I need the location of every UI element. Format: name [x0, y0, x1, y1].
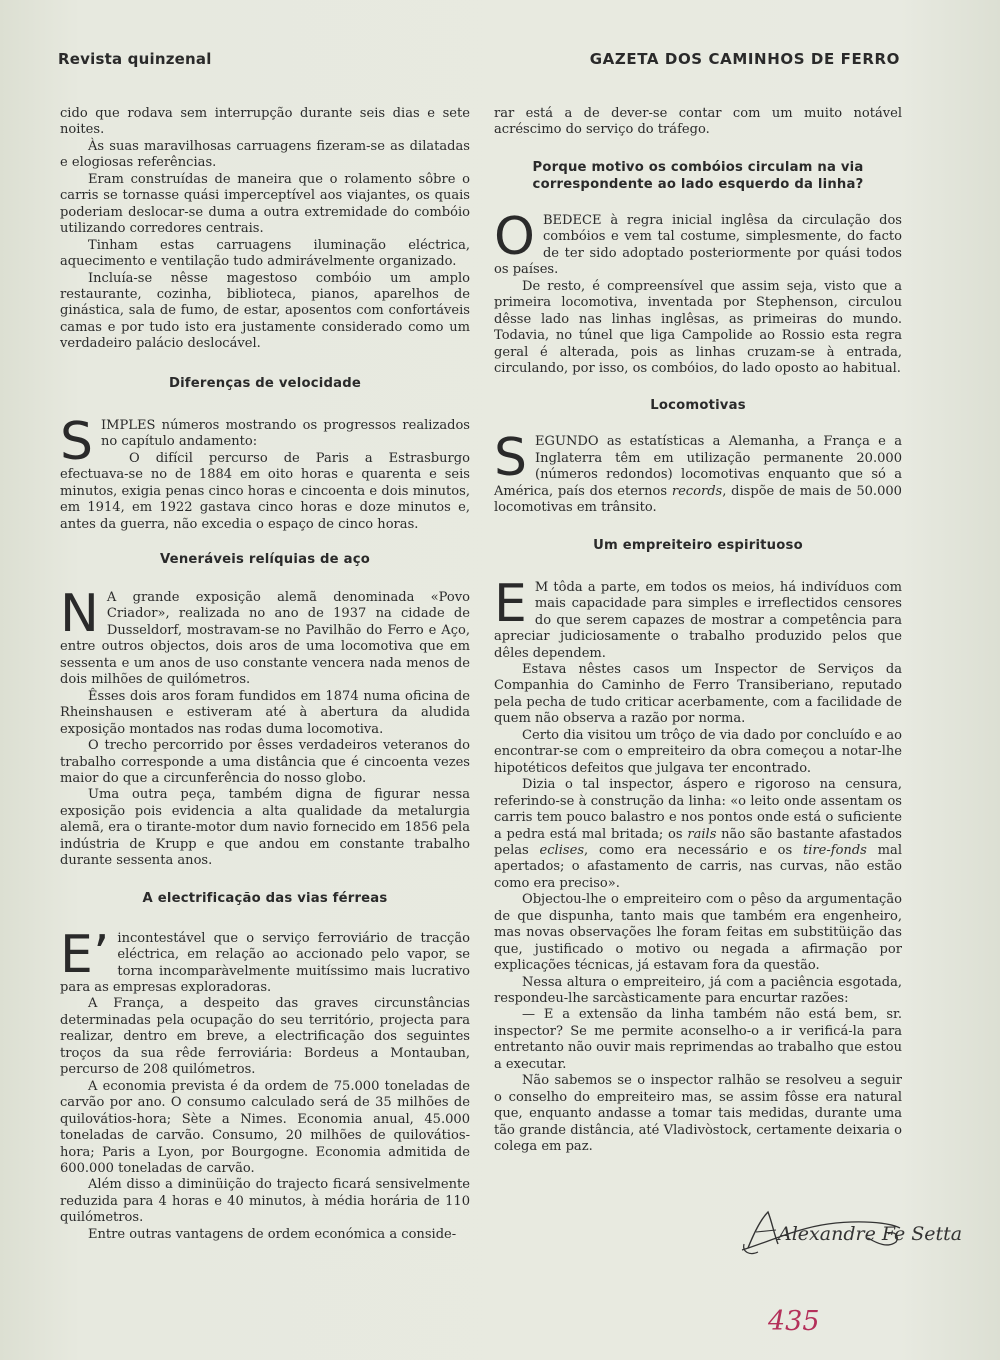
paragraph: BEDECE à regra inicial inglêsa da circulação dos combóios e vem tal costume, simplesmente, do facto de ter sido adoptado posteriormente por quási todos os países. [494, 212, 902, 278]
paragraph: Estava nêstes casos um Inspector de Serviços da Companhia do Caminho de Ferro Transiberiano, reputado pela pecha de tudo criticar acerbamente, com a facilidade de quem não observa a razão por norma. [494, 661, 902, 727]
section-heading-empreiteiro: Um empreiteiro espirituoso [593, 537, 803, 553]
drop-cap: S [494, 428, 528, 489]
paragraph: Objectou-lhe o empreiteiro com o pêso da argumentação de que dispunha, tanto mais que também era engenheiro, mas novas observações lhe foram feitas em substitüição das que, justificado o motivo ou negada a afirmação por explicações técnicas, já estavam fora da questão. [494, 892, 902, 974]
drop-cap: E’ [60, 924, 110, 985]
paragraph: Tinham estas carruagens iluminação eléctrica, aquecimento e ventilação tudo admirávelmente organizado. [60, 237, 470, 270]
paragraph: O trecho percorrido por êsses verdadeiros veteranos do trabalho corresponde a uma distância que é cincoenta vezes maior do que a circunferência do nosso globo. [60, 738, 470, 786]
italic-term: records [671, 483, 723, 499]
paragraph: M tôda a parte, em todos os meios, há indivíduos com mais capacidade para simples e irreflectidos censores do que serem capazes de mostrar a competência para apreciar judiciosamente o trabalho produzido pelos que dêles dependem. [494, 579, 902, 661]
paragraph: Não sabemos se o inspector ralhão se resolveu a seguir o conselho do empreiteiro mas, se assim fôsse era natural que, enquanto andasse a tomar tais medidas, durante uma tão grande distância, até Vladivòstock, certamente deixaria o colega em paz. [494, 1073, 902, 1155]
paragraph: Entre outras vantagens de ordem económica a conside- [88, 1226, 457, 1242]
paragraph [494, 428, 902, 516]
running-header-left: Revista quinzenal [58, 50, 212, 68]
paragraph: A França, a despeito das graves circunstâncias determinadas pela ocupação do seu território, projecta para realizar, dentro em breve, a electrificação dos seguintes troços da sua rêde ferroviária: Bordeus a Montauban, percurso de 208 quilómetros. [60, 996, 470, 1078]
paragraph: O difícil percurso de Paris a Estrasburgo efectuava-se no de 1884 em oito horas e quarenta e seis minutos, exigia penas cinco horas e cincoenta e dois minutos, em 1914, em 1922 gastava cinco horas e doze minutos e, antes da guerra, não excedia o espaço de cinco horas. [60, 450, 470, 532]
running-header-right: GAZETA DOS CAMINHOS DE FERRO [589, 50, 900, 68]
paragraph: Eram construídas de maneira que o rolamento sôbre o carris se tornasse quási imperceptível aos viajantes, os quais poderiam deslocar-se duma a outra extremidade do combóio utilizando corredores centrais. [60, 171, 470, 237]
section-empreiteiro [494, 573, 903, 1156]
paragraph: cido que rodava sem interrupção durante seis dias e sete noites. [60, 106, 470, 138]
text-run: Dizia o tal inspector, áspero e rigoroso na censura, referindo-se à construção da linha: «o leito onde assentam os carris tem pouco balastro e nos pontos onde está o suficiente a pedra está mal britada; os [494, 777, 902, 842]
paragraph: IMPLES números mostrando os progressos realizados no capítulo andamento: [101, 417, 470, 450]
section-velocidade [60, 411, 470, 533]
paragraph: Nessa altura o empreiteiro, já com a paciência esgotada, respondeu-lhe sarcàsticamente para encurtar razões: [494, 974, 902, 1007]
text-run: mal apertados; o afastamento de carris, nas curvas, não estão como era preciso». [494, 842, 902, 891]
paragraph: Incluía-se nêsse magestoso combóio um amplo restaurante, cozinha, biblioteca, pianos, aparelhos de ginástica, sala de fumo, de estar, aposentos com confortáveis camas e por tudo isto era justamente considerado como um verdadeiro palácio deslocável. [60, 270, 470, 352]
paragraph: — E a extensão da linha também não está bem, sr. inspector? Se me permite aconselho-o a ir verificá-la para entretanto não ouvir mais reprimendas ao trabalho que estou a executar. [494, 1007, 903, 1072]
paragraph: Êsses dois aros foram fundidos em 1874 numa oficina de Rheinshausen e estiveram até à abertura da aludida exposição montados nas rodas duma locomotiva. [60, 688, 470, 737]
text-run: não são bastante afastados pelas [494, 826, 902, 858]
section-reliquias [60, 583, 470, 870]
paragraph: Além disso a diminüição do trajecto ficará sensivelmente reduzida para 4 horas e 40 minutos, à média horária de 110 quilómetros. [60, 1177, 470, 1226]
section-heading-motivo: Porque motivo os combóios circulam na via correspondente ao lado esquerdo da linha? [532, 159, 864, 192]
text-run: EGUNDO as estatísticas a Alemanha, a França e a Inglaterra têm em utilização permanente 20.000 (números redondos) locomotivas enquanto que só a América, país dos eternos [494, 434, 902, 499]
paragraph: Certo dia visitou um trôço de via dado por concluído e ao encontrar-se com o empreiteiro da obra começou a notar-lhe hipotéticos defeitos que julgava ter encontrado. [494, 727, 902, 776]
section-motivo [494, 206, 902, 378]
left-column [60, 106, 470, 1243]
paragraph [494, 777, 902, 892]
italic-term: tire-fonds [802, 842, 867, 858]
section-heading-velocidade: Diferenças de velocidade [168, 375, 362, 391]
page-number: 435 [768, 1306, 820, 1337]
paragraph: A grande exposição alemã denominada «Povo Criador», realizada no ano de 1937 na cidade de Dusseldorf, mostravam-se no Pavilhão do Ferro e Aço, entre outros objectos, dois aros de uma locomotiva que em sessenta e um anos de uso constante vencera nada menos de dois milhões de quilómetros. [60, 589, 470, 688]
drop-cap: E [494, 573, 527, 634]
drop-cap: S [60, 411, 94, 472]
drop-cap: O [494, 206, 535, 267]
paragraph: De resto, é compreensível que assim seja, visto que a primeira locomotiva, inventada por Stephenson, circulou dêsse lado nas linhas inglêsas, as primeiras do mundo. Todavia, no túnel que liga Campolide ao Rossio esta regra geral é alterada, pois as linhas cruzam-se à entrada, circulando, por isso, os combóios, do lado oposto ao habitual. [494, 278, 902, 376]
section-electrificacao [60, 924, 470, 1244]
paragraph: incontestável que o serviço ferroviário de tracção eléctrica, em relação ao accionado pelo vapor, se torna incomparàvelmente muitíssimo mais lucrativo para as empresas exploradoras. [60, 930, 470, 996]
italic-term: rails [687, 826, 717, 842]
section-heading-locomotivas: Locomotivas [650, 398, 746, 414]
text-run: , como era necessário e os [584, 842, 803, 858]
author-signature [738, 1198, 963, 1260]
drop-cap: N [60, 583, 99, 644]
paragraph: rar está a de dever-se contar com um muito notável acréscimo do serviço do tráfego. [494, 106, 902, 138]
text-run: , dispõe de mais de 50.000 locomotivas em trânsito. [494, 483, 902, 516]
section-heading-electrificacao: A electrificação das vias férreas [142, 890, 388, 906]
signature-lettering: Alexandre Fe Setta [778, 1223, 963, 1245]
paragraph: Às suas maravilhosas carruagens fizeram-se as dilatadas e elogiosas referências. [60, 138, 470, 171]
italic-term: eclises [539, 842, 585, 858]
paragraph: A economia prevista é da ordem de 75.000 toneladas de carvão por ano. O consumo calculado será de 35 milhões de quilovátios-hora; Sète a Nimes. Economia anual, 45.000 toneladas de carvão. Consumo, 20 milhões de quilovátios-hora; Paris a Lyon, por Bourgogne. Economia admitida de 600.000 toneladas de carvão. [60, 1078, 470, 1177]
right-column [494, 106, 902, 1156]
section-locomotivas [494, 428, 902, 516]
section-heading-reliquias: Veneráveis relíquias de aço [160, 551, 370, 567]
paragraph: Uma outra peça, também digna de figurar nessa exposição pois evidencia a alta qualidade da metalurgia alemã, era o tirante-motor dum navio fornecido em 1856 pela indústria de Krupp e que andou em constante trabalho durante sessenta anos. [60, 787, 470, 869]
